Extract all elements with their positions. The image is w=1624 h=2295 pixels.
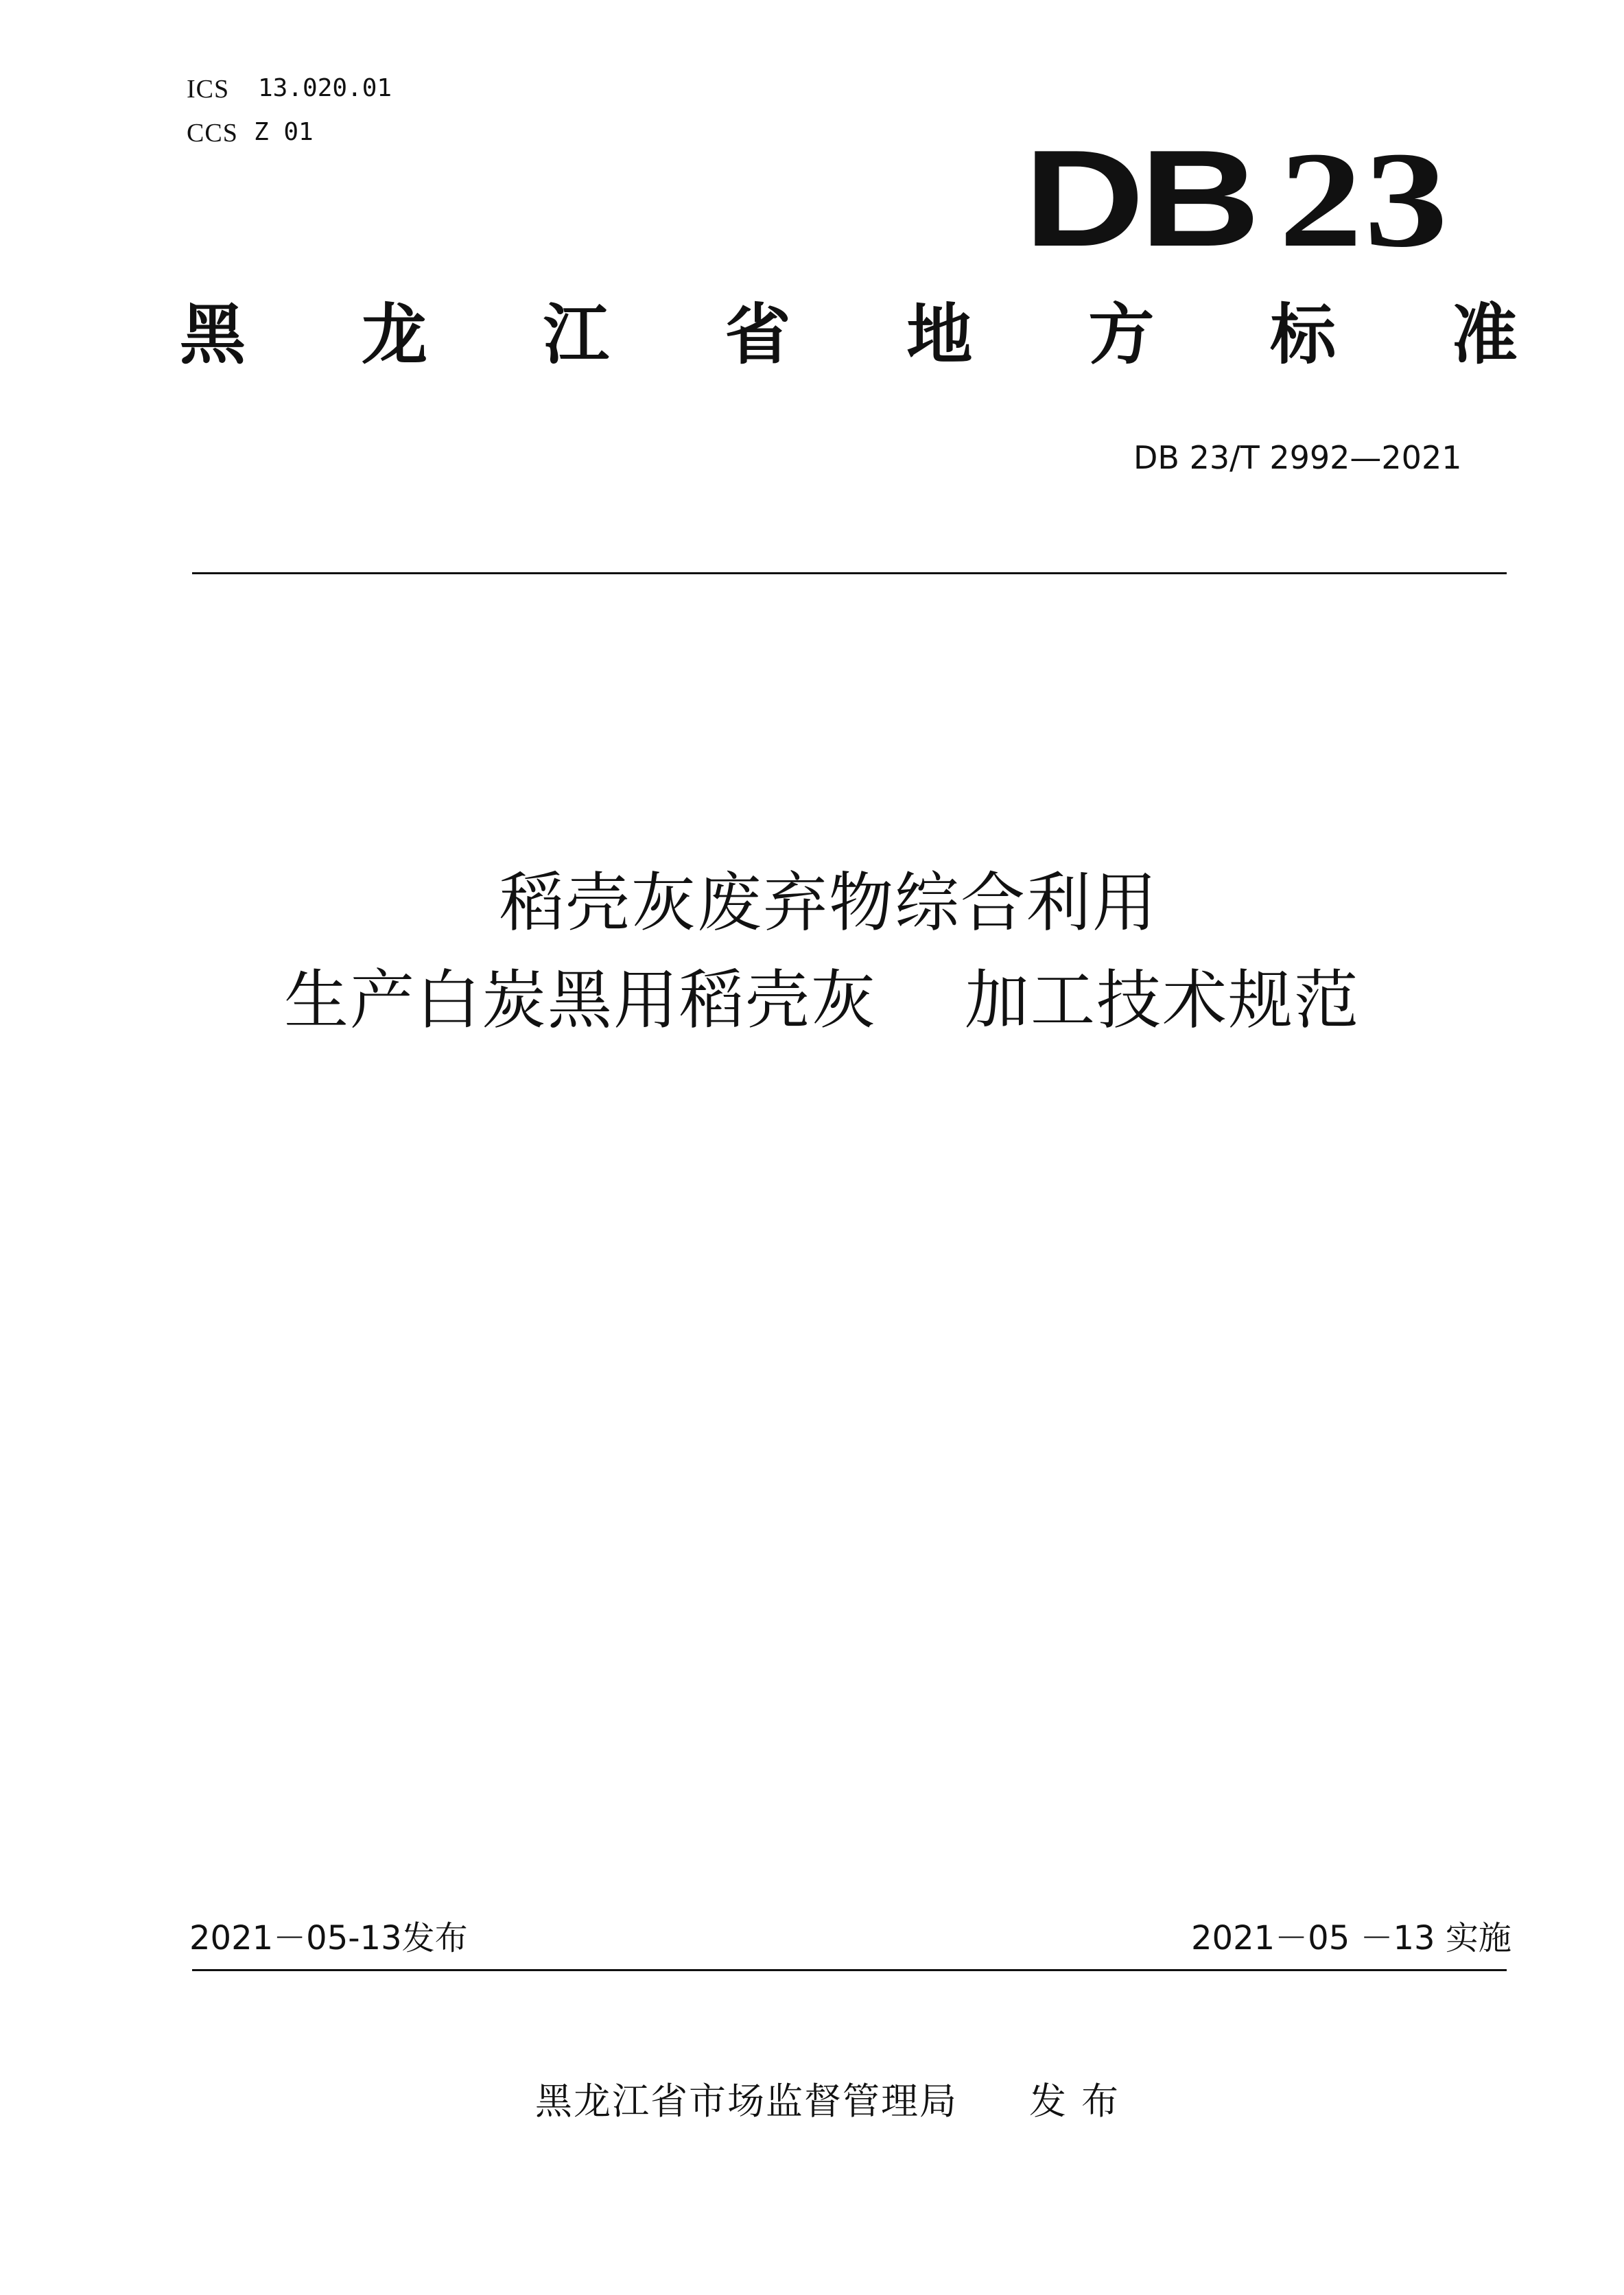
standard-type-char: 方 xyxy=(1088,296,1155,373)
standard-type-heading xyxy=(180,296,1518,373)
standard-type-char: 江 xyxy=(543,296,609,373)
standard-type-char: 准 xyxy=(1451,296,1518,373)
ics-label: ICS xyxy=(187,75,230,104)
db-standard-logo xyxy=(1024,122,1450,276)
title-line-2-part-1: 生产白炭黑用稻壳灰 xyxy=(284,963,878,1038)
logo-number: 23 xyxy=(1278,124,1450,276)
ics-code: 13.020.01 xyxy=(258,74,392,102)
issue-date: 2021－05-13发布 xyxy=(189,1919,468,1957)
bottom-divider xyxy=(192,1969,1507,1971)
document-title-line-2 xyxy=(284,963,1361,1038)
publish-label: 发布 xyxy=(1029,2080,1133,2123)
title-line-2-part-2: 加工技术规范 xyxy=(965,963,1361,1038)
standard-type-char: 标 xyxy=(1270,296,1337,373)
ccs-code: Z 01 xyxy=(254,118,314,146)
effective-date: 2021－05 －13 实施 xyxy=(1191,1919,1511,1957)
standard-type-char: 黑 xyxy=(180,296,246,373)
standard-type-char: 省 xyxy=(725,296,791,373)
publisher-name: 黑龙江省市场监督管理局 xyxy=(535,2080,958,2123)
standard-type-char: 龙 xyxy=(361,296,427,373)
standard-number: DB 23/T 2992—2021 xyxy=(1133,439,1462,476)
logo-prefix: DB xyxy=(1024,122,1256,275)
ccs-label: CCS xyxy=(187,119,238,148)
top-divider xyxy=(192,572,1507,574)
standard-type-char: 地 xyxy=(906,296,973,373)
document-title-line-1: 稻壳灰废弃物综合利用 xyxy=(499,866,1159,941)
